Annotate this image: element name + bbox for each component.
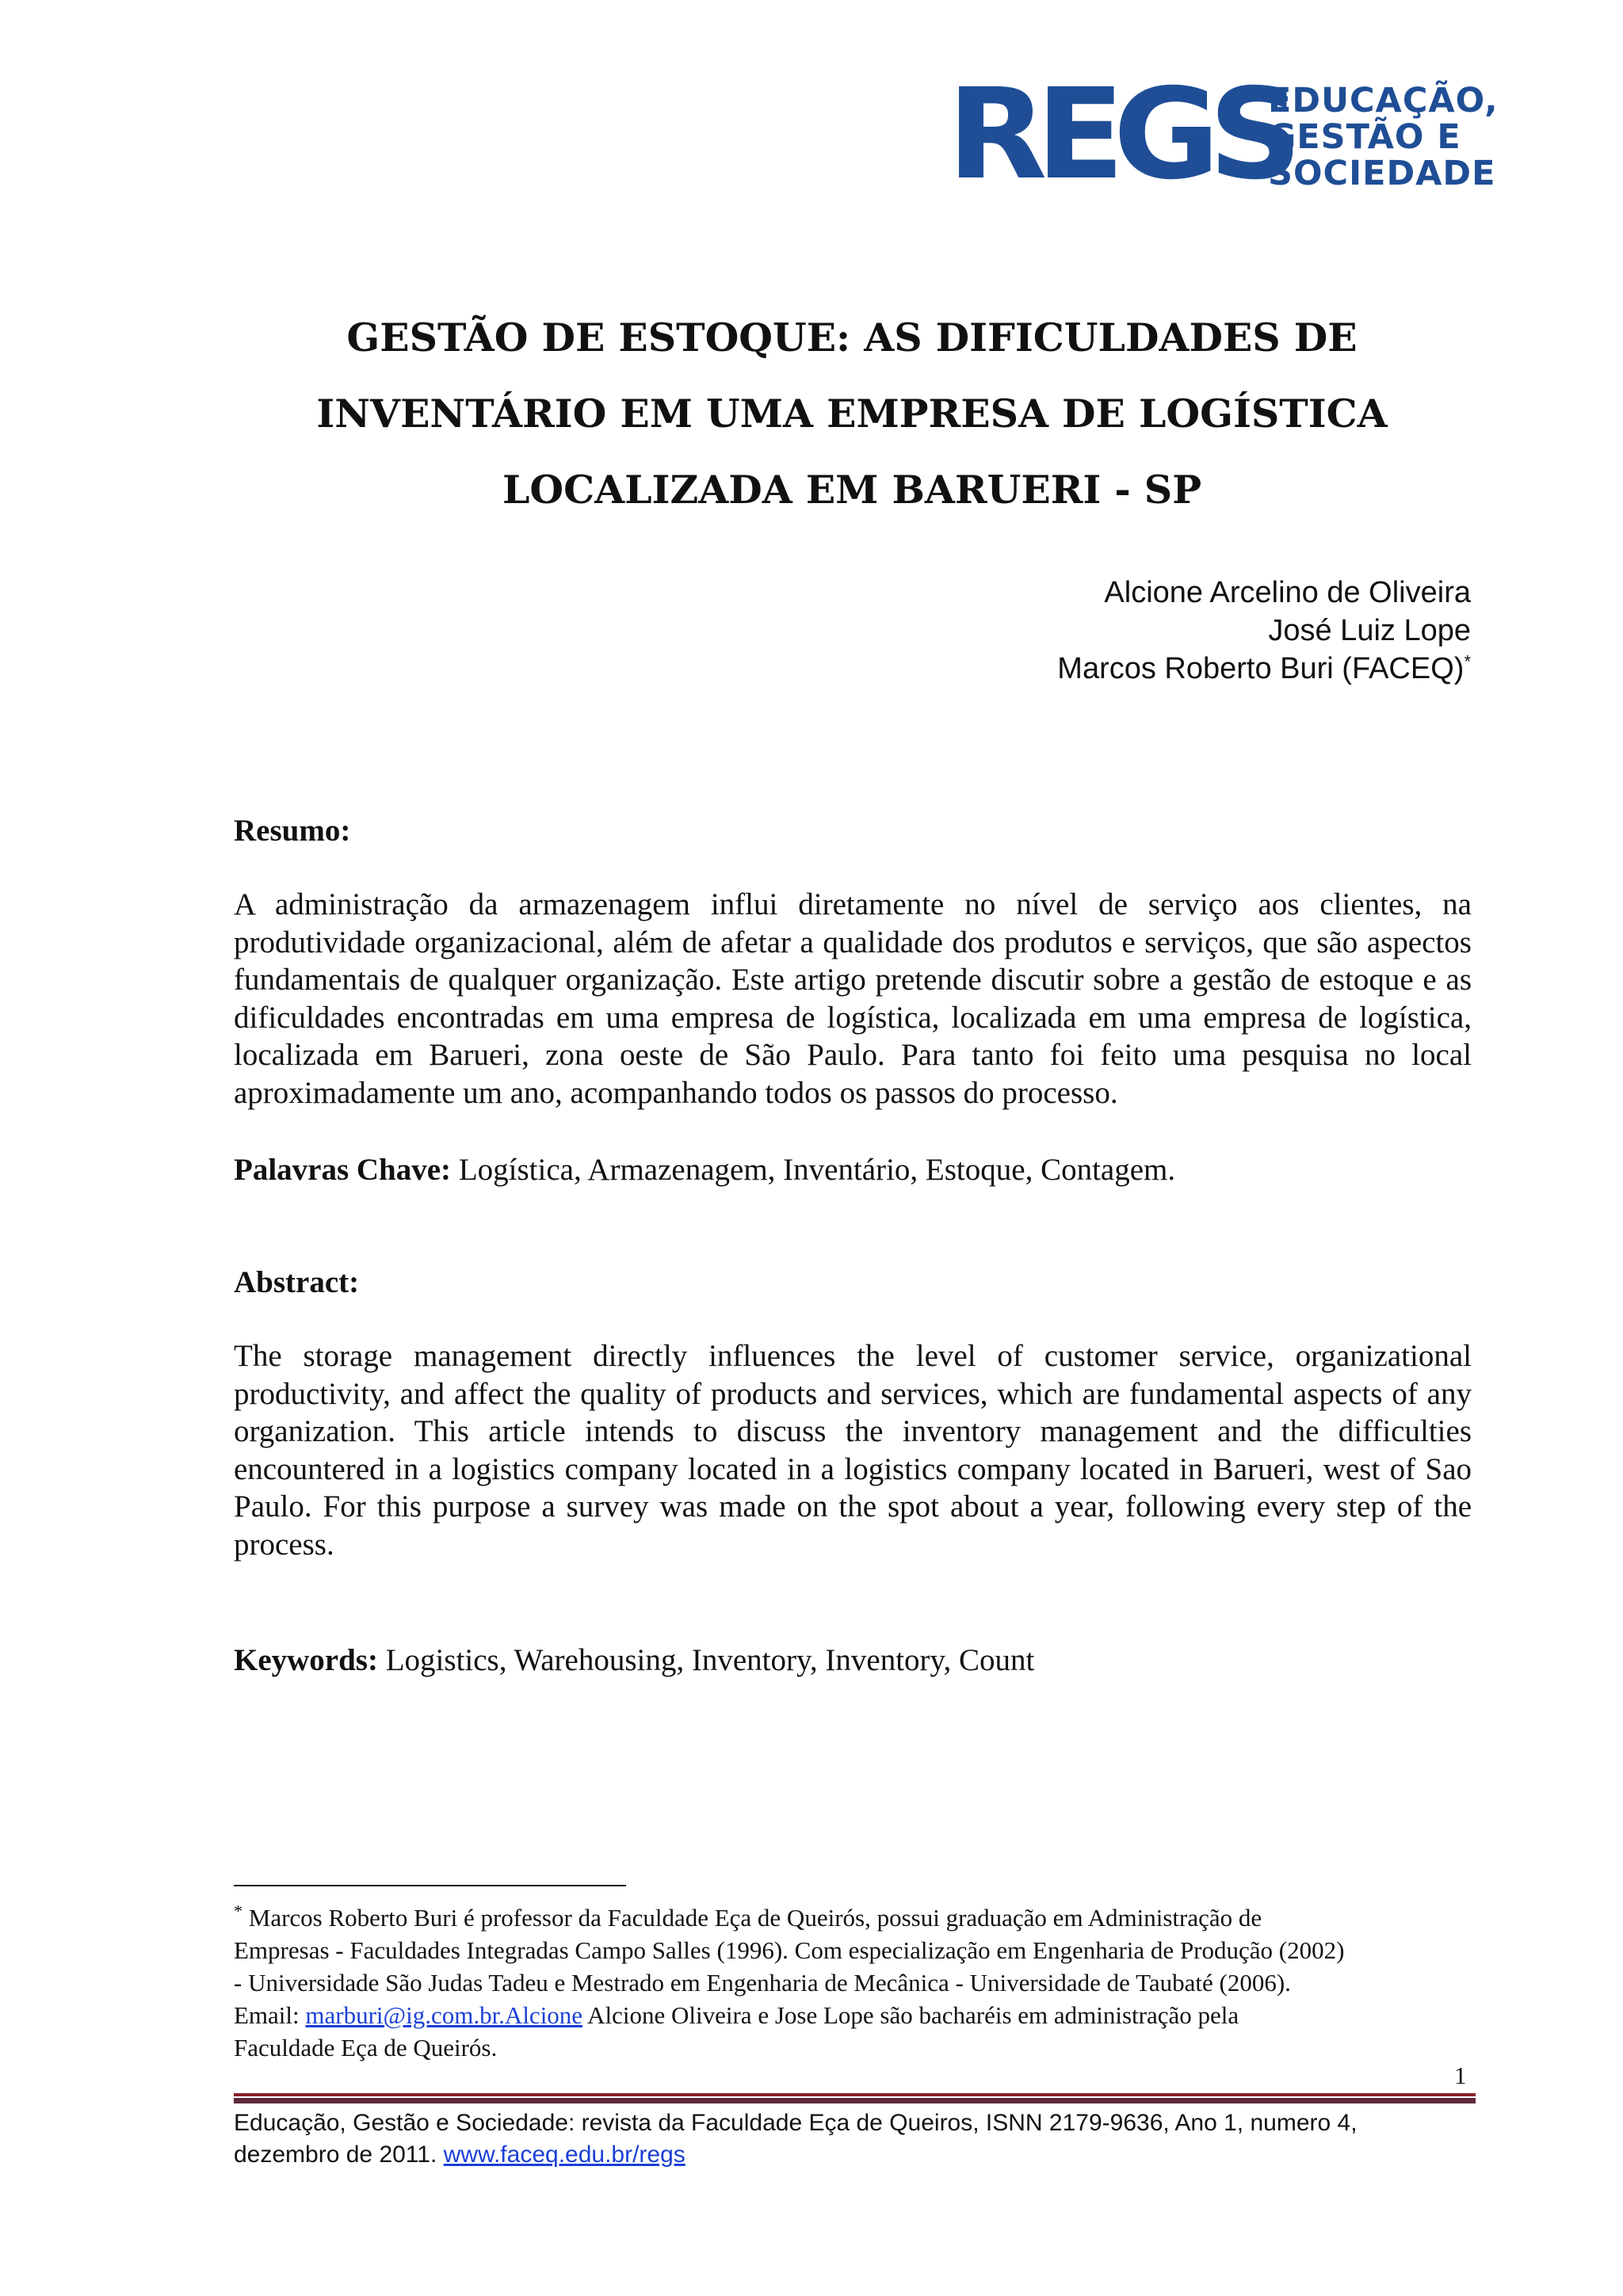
footnote-line: Faculdade Eça de Queirós. xyxy=(234,2034,498,2061)
palavras-chave xyxy=(234,1151,1175,1189)
footer-rule-bottom xyxy=(234,2098,1476,2103)
keywords-label: Keywords: xyxy=(234,1643,378,1677)
footnote-text: Alcione Oliveira e Jose Lope são bacharéis em administração pela xyxy=(582,2001,1239,2029)
author-name-with-mark xyxy=(1057,650,1471,688)
footnote-text: Marcos Roberto Buri é professor da Faculdade Eça de Queirós, possui graduação em Administração de xyxy=(242,1904,1262,1932)
palavras-chave-label: Palavras Chave: xyxy=(234,1153,452,1187)
footnote xyxy=(234,1901,1478,2064)
title-line: INVENTÁRIO EM UMA EMPRESA DE LOGÍSTICA xyxy=(316,391,1388,437)
footnote-line: Empresas - Faculdades Integradas Campo Salles (1996). Com especialização em Engenharia de Produção (2002) xyxy=(234,1936,1345,1964)
logo-tagline-line: EDUCAÇÃO, xyxy=(1268,81,1499,120)
author-name: Alcione Arcelino de Oliveira xyxy=(1104,576,1471,609)
logo-mark: REGS xyxy=(947,62,1291,208)
resumo-heading: Resumo: xyxy=(234,814,351,848)
footnote-line xyxy=(234,1999,1478,2031)
footer-rule-top xyxy=(234,2093,1476,2096)
logo-tagline-line: GESTÃO E xyxy=(1268,117,1461,157)
page-number: 1 xyxy=(1454,2061,1467,2089)
footnote-mark[interactable]: * xyxy=(1464,651,1471,672)
author-name: José Luiz Lope xyxy=(1268,614,1471,647)
journal-footer xyxy=(234,2107,1478,2171)
email-label: Email: xyxy=(234,2001,306,2029)
abstract-text: The storage management directly influences the level of customer service, organizational productivity, and affect the quality of products and services, which are fundamental aspects of any organization. This article intends to discuss the inventory management and the difficulties encountered in a logistics company located in a logistics company located in Barueri, west of Sao Paulo. For this purpose a survey was made on the spot about a year, following every step of the process. xyxy=(234,1339,1472,1562)
footnote-line xyxy=(234,1901,1478,1934)
email-link[interactable]: marburi@ig.com.br.Alcione xyxy=(305,2001,583,2029)
journal-date: dezembro de 2011. xyxy=(234,2142,444,2168)
journal-logo xyxy=(947,62,1499,208)
keywords-value: Logistics, Warehousing, Inventory, Inventory, Count xyxy=(377,1643,1035,1677)
palavras-chave-value: Logística, Armazenagem, Inventário, Estoque, Contagem. xyxy=(451,1153,1176,1187)
resumo-text: A administração da armazenagem influi diretamente no nível de serviço aos clientes, na produtividade organizacional, além de afetar a qualidade dos produtos e serviços, que são aspectos fundamentais de qualquer organização. Este artigo pretende discutir sobre a gestão de estoque e as dificuldades encontradas em uma empresa de logística, localizada em uma empresa de logística, localizada em Barueri, zona oeste de São Paulo. Para tanto foi feito uma pesquisa no local aproximadamente um ano, acompanhando todos os passos do processo. xyxy=(234,887,1472,1110)
keywords xyxy=(234,1642,1034,1680)
title-line: LOCALIZADA EM BARUERI - SP xyxy=(502,467,1202,513)
journal-website-link[interactable]: www.faceq.edu.br/regs xyxy=(443,2142,685,2168)
journal-line xyxy=(234,2139,1478,2171)
title-line: GESTÃO DE ESTOQUE: AS DIFICULDADES DE xyxy=(346,315,1358,360)
author-list xyxy=(1057,574,1471,688)
article-title xyxy=(230,299,1474,528)
journal-line: Educação, Gestão e Sociedade: revista da Faculdade Eça de Queiros, ISNN 2179-9636, Ano 1, numero 4, xyxy=(234,2110,1358,2136)
footnote-divider xyxy=(234,1885,626,1886)
logo-tagline xyxy=(1268,82,1499,192)
abstract-heading: Abstract: xyxy=(234,1265,360,1299)
footnote-mark: * xyxy=(234,1901,242,1921)
footnote-line: - Universidade São Judas Tadeu e Mestrado em Engenharia de Mecânica - Universidade de Taubaté (2006). xyxy=(234,1969,1291,1997)
logo-tagline-line: SOCIEDADE xyxy=(1268,154,1496,193)
author-name: Marcos Roberto Buri (FACEQ) xyxy=(1057,652,1465,685)
